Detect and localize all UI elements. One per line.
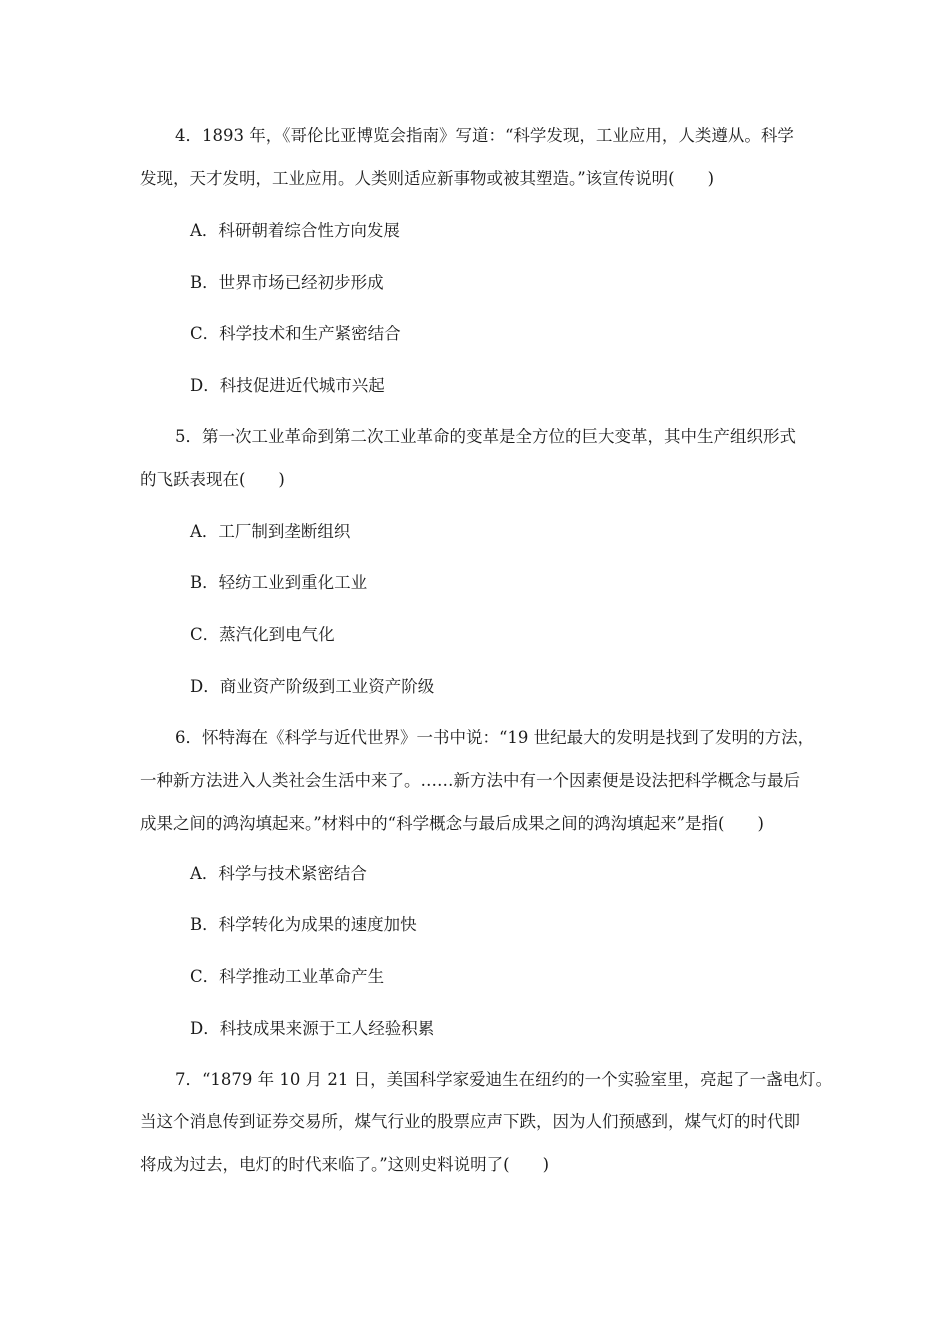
question-5-option-c: C．蒸汽化到电气化 <box>190 625 335 644</box>
question-4-option-b: B．世界市场已经初步形成 <box>190 273 384 292</box>
question-7-line-2: 当这个消息传到证券交易所，煤气行业的股票应声下跌，因为人们预感到，煤气灯的时代即 <box>140 1112 800 1131</box>
question-4-line-1: 4．1893 年，《哥伦比亚博览会指南》写道：“科学发现，工业应用，人类遵从。科学 <box>175 126 794 145</box>
question-4-line-2: 发现，天才发明，工业应用。人类则适应新事物或被其塑造。”该宣传说明( ) <box>140 169 715 188</box>
question-6-option-d: D．科技成果来源于工人经验积累 <box>190 1019 435 1038</box>
question-5-line-2: 的飞跃表现在( ) <box>140 470 285 489</box>
question-4-option-d: D．科技促进近代城市兴起 <box>190 376 385 395</box>
question-7-line-1: 7．“1879 年 10 月 21 日，美国科学家爱迪生在纽约的一个实验室里，亮起了一盏电灯。 <box>175 1070 833 1089</box>
question-4-option-c: C．科学技术和生产紧密结合 <box>190 324 401 343</box>
question-4-option-a: A．科研朝着综合性方向发展 <box>190 221 400 240</box>
question-6-option-c: C．科学推动工业革命产生 <box>190 967 385 986</box>
question-5-line-1: 5．第一次工业革命到第二次工业革命的变革是全方位的巨大变革，其中生产组织形式 <box>175 427 796 446</box>
question-6-line-3: 成果之间的鸿沟填起来。”材料中的“科学概念与最后成果之间的鸿沟填起来”是指( ) <box>140 814 764 833</box>
question-6-line-1: 6．怀特海在《科学与近代世界》一书中说：“19 世纪最大的发明是找到了发明的方法， <box>175 728 815 747</box>
question-6-line-2: 一种新方法进入人类社会生活中来了。……新方法中有一个因素便是设法把科学概念与最后 <box>140 771 800 790</box>
question-5-option-a: A．工厂制到垄断组织 <box>190 522 351 541</box>
question-7-line-3: 将成为过去，电灯的时代来临了。”这则史料说明了( ) <box>140 1155 550 1174</box>
question-6-option-b: B．科学转化为成果的速度加快 <box>190 915 417 934</box>
question-6-option-a: A．科学与技术紧密结合 <box>190 864 367 883</box>
question-5-option-b: B．轻纺工业到重化工业 <box>190 573 368 592</box>
question-5-option-d: D．商业资产阶级到工业资产阶级 <box>190 677 435 696</box>
